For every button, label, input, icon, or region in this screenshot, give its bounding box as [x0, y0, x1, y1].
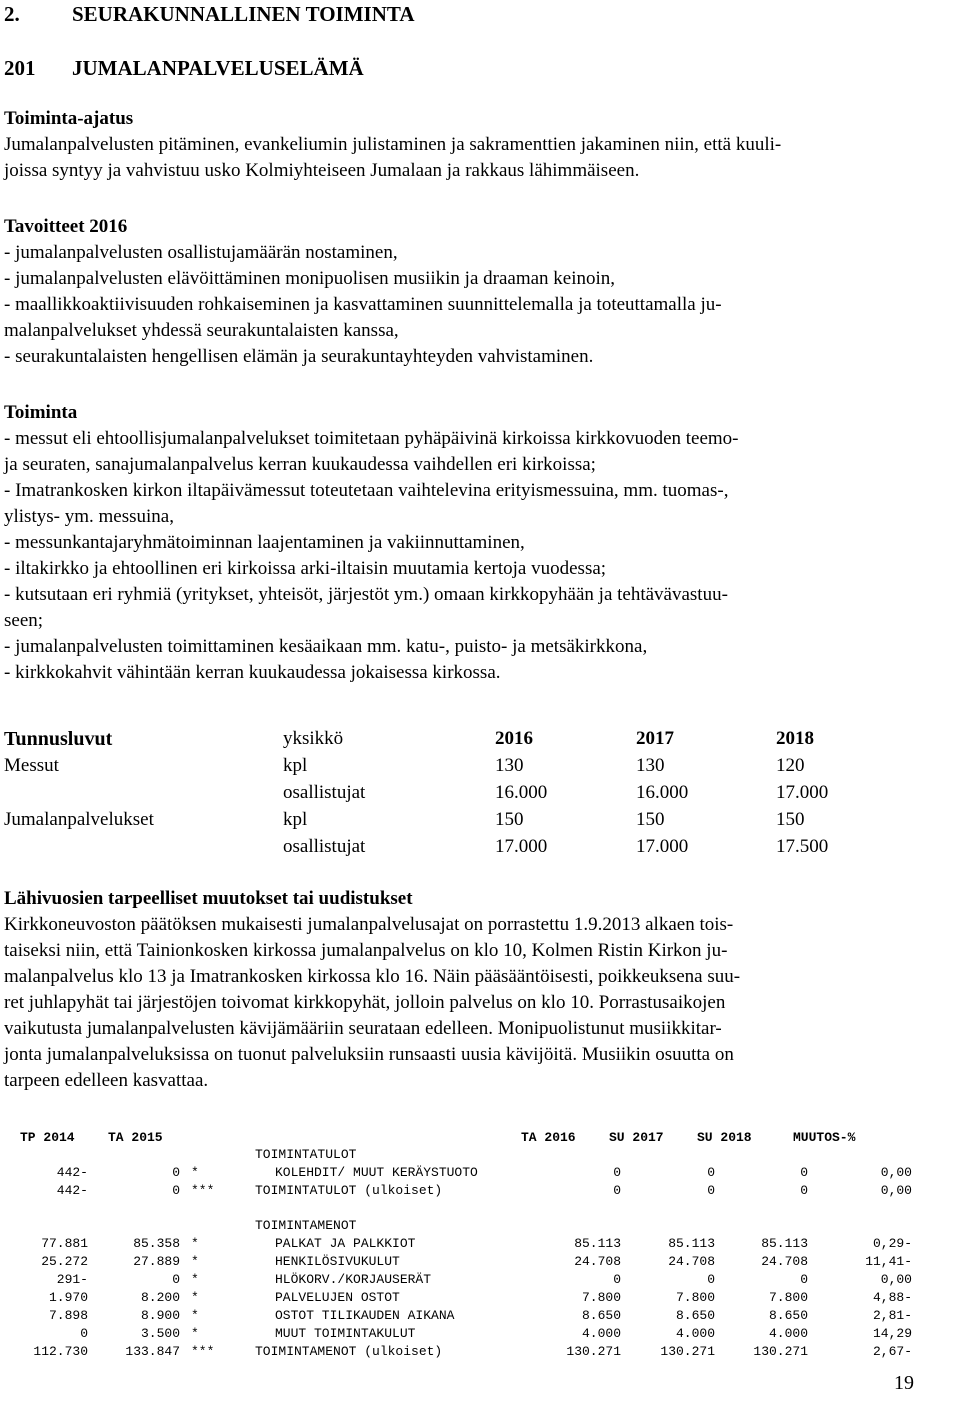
changes-line: Kirkkoneuvoston päätöksen mukaisesti jumalanpalvelusajat on porrastettu 1.9.2013 alkaen tois-	[4, 914, 734, 935]
finance-cell: 0	[613, 1272, 621, 1287]
kpi-cell: 120	[776, 755, 805, 776]
aim-line: Jumalanpalvelusten pitäminen, evankeliumin julistaminen ja sakramenttien jakaminen niin, että kuuli-	[4, 134, 782, 155]
finance-cell: 4.000	[581, 1326, 621, 1341]
subsection-number: 201	[4, 56, 36, 80]
activity-heading: Toiminta	[4, 402, 78, 423]
finance-cell: 8.650	[675, 1308, 715, 1323]
finance-cell: MUUT TOIMINTAKULUT	[275, 1326, 416, 1341]
finance-header: MUUTOS-%	[793, 1130, 856, 1145]
goals-section	[4, 214, 956, 370]
finance-cell: 4,88-	[872, 1290, 912, 1305]
finance-cell: 11,41-	[865, 1254, 912, 1269]
finance-cell: 7.800	[768, 1290, 808, 1305]
kpi-cell: 16.000	[636, 782, 689, 803]
finance-header: SU 2017	[609, 1130, 664, 1145]
finance-cell: 0	[172, 1272, 180, 1287]
finance-cell: 85.113	[668, 1236, 715, 1251]
finance-cell: *	[191, 1254, 199, 1269]
finance-cell: 0	[707, 1272, 715, 1287]
finance-cell: *	[191, 1326, 199, 1341]
goals-line: - maallikkoaktiivisuuden rohkaiseminen ja kasvattaminen suunnittelemalla ja toteuttamalla ju-	[4, 294, 722, 315]
finance-cell: 24.708	[668, 1254, 715, 1269]
kpi-cell: 16.000	[495, 782, 548, 803]
finance-cell: OSTOT TILIKAUDEN AIKANA	[275, 1308, 455, 1323]
kpi-header: 2018	[776, 728, 814, 749]
kpi-cell: Messut	[4, 755, 59, 776]
finance-cell: 0	[707, 1183, 715, 1198]
finance-cell: KOLEHDIT/ MUUT KERÄYSTUOTO	[275, 1165, 478, 1180]
finance-cell: 7.898	[48, 1308, 88, 1323]
finance-cell: 130.271	[660, 1344, 715, 1359]
kpi-cell: osallistujat	[283, 782, 366, 803]
finance-cell: 27.889	[133, 1254, 180, 1269]
finance-cell: TOIMINTATULOT (ulkoiset)	[255, 1183, 443, 1198]
finance-cell: 8.900	[140, 1308, 180, 1323]
aim-section	[4, 106, 956, 184]
finance-header: TP 2014	[20, 1130, 75, 1145]
goals-line: - jumalanpalvelusten elävöittäminen monipuolisen musiikin ja draaman keinoin,	[4, 268, 616, 289]
section-title: SEURAKUNNALLINEN TOIMINTA	[72, 2, 415, 26]
goals-line: - seurakuntalaisten hengellisen elämän ja seurakuntayhteyden vahvistaminen.	[4, 346, 594, 367]
finance-cell: 0	[800, 1272, 808, 1287]
finance-cell: 2,81-	[872, 1308, 912, 1323]
finance-cell: 0	[613, 1165, 621, 1180]
changes-heading: Lähivuosien tarpeelliset muutokset tai uudistukset	[4, 888, 413, 909]
finance-expense-title: TOIMINTAMENOT	[255, 1218, 357, 1233]
finance-cell: 0,29-	[872, 1236, 912, 1251]
finance-cell: 130.271	[753, 1344, 808, 1359]
goals-line: - jumalanpalvelusten osallistujamäärän nostaminen,	[4, 242, 398, 263]
finance-cell: 8.650	[581, 1308, 621, 1323]
page-number: 19	[894, 1372, 914, 1394]
activity-line: - messunkantajaryhmätoiminnan laajentaminen ja vakiinnuttaminen,	[4, 532, 525, 553]
finance-cell: PALVELUJEN OSTOT	[275, 1290, 400, 1305]
kpi-cell: 17.500	[776, 836, 829, 857]
finance-cell: *	[191, 1290, 199, 1305]
aim-line: joissa syntyy ja vahvistuu usko Kolmiyhteiseen Jumalaan ja rakkaus lähimmäiseen.	[4, 160, 640, 181]
finance-cell: 4.000	[768, 1326, 808, 1341]
changes-line: taiseksi niin, että Tainionkosken kirkossa jumalanpalvelus on klo 10, Kolmen Ristin Kirkon ju-	[4, 940, 728, 961]
finance-cell: 7.800	[581, 1290, 621, 1305]
kpi-header: 2016	[495, 728, 533, 749]
finance-cell: 1.970	[48, 1290, 88, 1305]
finance-cell: 25.272	[41, 1254, 88, 1269]
finance-cell: ***	[191, 1344, 215, 1359]
kpi-header: Tunnusluvut	[4, 728, 113, 750]
finance-cell: 7.800	[675, 1290, 715, 1305]
finance-header: TA 2016	[521, 1130, 576, 1145]
activity-line: seen;	[4, 610, 44, 631]
activity-line: - kutsutaan eri ryhmiä (yritykset, yhteisöt, järjestöt ym.) omaan kirkkopyhään ja tehtävävastuu-	[4, 584, 728, 605]
kpi-header: 2017	[636, 728, 674, 749]
kpi-cell: osallistujat	[283, 836, 366, 857]
subsection-title: JUMALANPALVELUSELÄMÄ	[72, 56, 364, 80]
kpi-cell: 150	[776, 809, 805, 830]
changes-line: malanpalvelus klo 13 ja Imatrankosken kirkossa klo 16. Näin pääsääntöisesti, poikkeuksena suu-	[4, 966, 741, 987]
finance-cell: 85.358	[133, 1236, 180, 1251]
finance-cell: *	[191, 1165, 199, 1180]
finance-cell: HLÖKORV./KORJAUSERÄT	[275, 1272, 432, 1287]
kpi-cell: 130	[636, 755, 665, 776]
kpi-header: yksikkö	[283, 728, 344, 749]
finance-cell: TOIMINTAMENOT (ulkoiset)	[255, 1344, 443, 1359]
finance-cell: 442-	[56, 1183, 88, 1198]
kpi-cell: Jumalanpalvelukset	[4, 809, 154, 830]
activity-section	[4, 400, 956, 686]
finance-cell: 112.730	[33, 1344, 88, 1359]
kpi-cell: kpl	[283, 755, 308, 776]
activity-line: ja seuraten, sanajumalanpalvelus kerran kuukaudessa vaihdellen eri kirkoissa;	[4, 454, 596, 475]
finance-header: SU 2018	[697, 1130, 752, 1145]
section-number: 2.	[4, 2, 20, 26]
finance-cell: ***	[191, 1183, 215, 1198]
finance-cell: 0	[800, 1165, 808, 1180]
finance-cell: 85.113	[761, 1236, 808, 1251]
kpi-cell: 17.000	[495, 836, 548, 857]
finance-cell: 0,00	[880, 1165, 912, 1180]
changes-line: jonta jumalanpalveluksissa on tuonut palveluksiin runsaasti uusia kävijöitä. Musiikin osuutta on	[4, 1044, 734, 1065]
finance-income-title: TOIMINTATULOT	[255, 1147, 357, 1162]
aim-heading: Toiminta-ajatus	[4, 108, 134, 129]
finance-cell: 0	[172, 1183, 180, 1198]
goals-line: malanpalvelukset yhdessä seurakuntalaisten kanssa,	[4, 320, 399, 341]
finance-cell: 3.500	[140, 1326, 180, 1341]
changes-line: vaikutusta jumalanpalvelusten kävijämääriin seurataan edelleen. Monipuolistunut musiikkitar-	[4, 1018, 722, 1039]
finance-cell: 0	[172, 1165, 180, 1180]
finance-cell: 442-	[56, 1165, 88, 1180]
activity-line: - iltakirkko ja ehtoollinen eri kirkoissa arki-iltaisin muutamia kertoja vuodessa;	[4, 558, 607, 579]
finance-cell: 0	[80, 1326, 88, 1341]
finance-cell: 0,00	[880, 1183, 912, 1198]
finance-cell: PALKAT JA PALKKIOT	[275, 1236, 416, 1251]
finance-cell: 0	[613, 1183, 621, 1198]
finance-cell: *	[191, 1308, 199, 1323]
finance-cell: 133.847	[125, 1344, 180, 1359]
finance-cell: 85.113	[574, 1236, 621, 1251]
kpi-cell: 17.000	[636, 836, 689, 857]
kpi-cell: 150	[636, 809, 665, 830]
kpi-cell: kpl	[283, 809, 308, 830]
finance-cell: 130.271	[566, 1344, 621, 1359]
finance-cell: 8.650	[768, 1308, 808, 1323]
finance-cell: *	[191, 1272, 199, 1287]
finance-cell: 77.881	[41, 1236, 88, 1251]
activity-line: - messut eli ehtoollisjumalanpalvelukset toimitetaan pyhäpäivinä kirkoissa kirkkovuoden teemo-	[4, 428, 739, 449]
finance-cell: *	[191, 1236, 199, 1251]
changes-line: tarpeen edelleen kasvattaa.	[4, 1070, 209, 1091]
finance-cell: 2,67-	[872, 1344, 912, 1359]
kpi-cell: 17.000	[776, 782, 829, 803]
activity-line: ylistys- ym. messuina,	[4, 506, 174, 527]
finance-cell: 291-	[56, 1272, 88, 1287]
finance-cell: 0	[707, 1165, 715, 1180]
activity-line: - kirkkokahvit vähintään kerran kuukaudessa jokaisessa kirkossa.	[4, 662, 501, 683]
finance-cell: HENKILÖSIVUKULUT	[275, 1254, 400, 1269]
finance-cell: 24.708	[761, 1254, 808, 1269]
finance-cell: 4.000	[675, 1326, 715, 1341]
changes-section	[4, 886, 956, 1094]
finance-cell: 0	[800, 1183, 808, 1198]
finance-cell: 0,00	[880, 1272, 912, 1287]
finance-header: TA 2015	[108, 1130, 163, 1145]
activity-line: - jumalanpalvelusten toimittaminen kesäaikaan mm. katu-, puisto- ja metsäkirkkona,	[4, 636, 648, 657]
finance-cell: 8.200	[140, 1290, 180, 1305]
finance-cell: 14,29	[872, 1326, 912, 1341]
finance-cell: 24.708	[574, 1254, 621, 1269]
kpi-cell: 150	[495, 809, 524, 830]
activity-line: - Imatrankosken kirkon iltapäivämessut toteutetaan vaihtelevina erityismessuina, mm. tuomas-,	[4, 480, 729, 501]
kpi-cell: 130	[495, 755, 524, 776]
goals-heading: Tavoitteet 2016	[4, 216, 128, 237]
changes-line: ret juhlapyhät tai järjestöjen toivomat kirkkopyhät, jolloin palvelus on klo 10. Porrastusaikojen	[4, 992, 726, 1013]
